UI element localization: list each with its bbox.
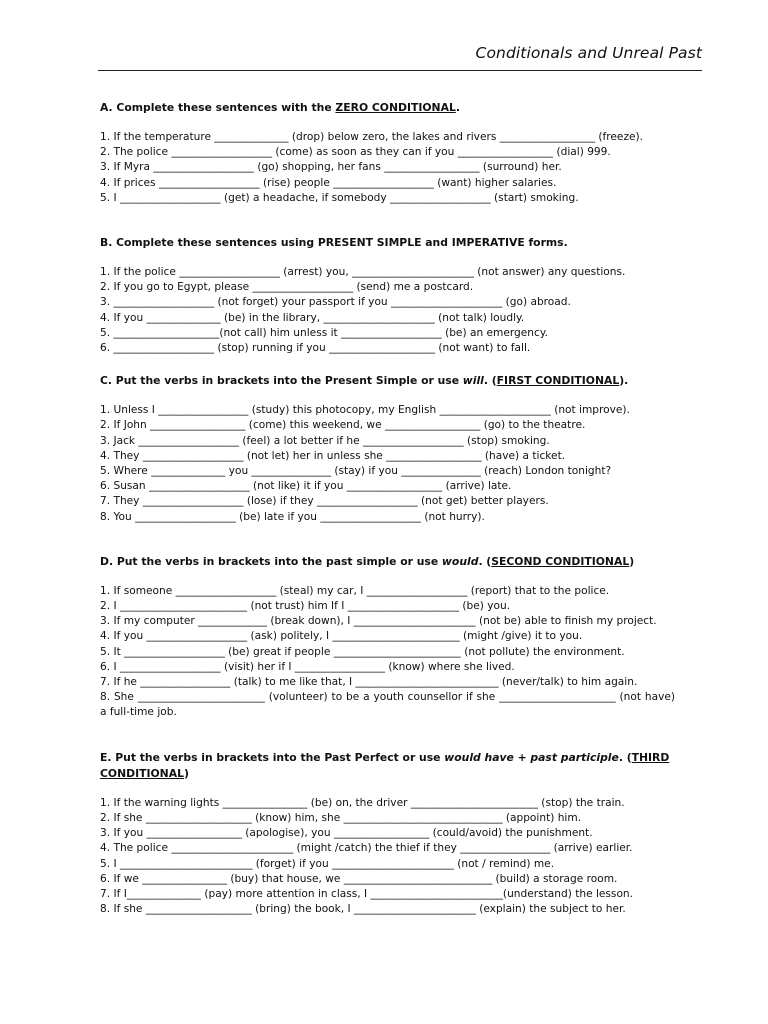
exercise-line: 3. ___________________ (not forget) your passport if you _____________________ (go) abroad. <box>100 296 571 309</box>
exercise-list <box>100 403 675 525</box>
exercise-line: 3. Jack ___________________ (feel) a lot better if he ___________________ (stop) smoking. <box>100 434 550 447</box>
exercise-line: 4. The police _______________________ (might /catch) the thief if they _________________ (arrive) earlier. <box>100 842 633 855</box>
exercise-line: 5. I _________________________ (forget) if you _______________________ (not / remind) me. <box>100 857 555 870</box>
exercise-line: 7. They ___________________ (lose) if they ___________________ (not get) better players. <box>100 495 549 508</box>
exercise-line: 2. If John __________________ (come) this weekend, we __________________ (go) to the theatre. <box>100 419 586 432</box>
exercise-list <box>100 130 675 206</box>
exercise-line: 6. Susan ___________________ (not like) it if you __________________ (arrive) late. <box>100 480 512 493</box>
exercise-line: 1. If someone ___________________ (steal) my car, I ___________________ (report) that to the police. <box>100 584 610 597</box>
exercise-list <box>100 584 675 721</box>
section-heading: E. Put the verbs in brackets into the Past Perfect or use would have + past participle. (THIRD CONDITIONAL) <box>100 750 670 780</box>
exercise-list <box>100 796 675 918</box>
exercise-line: 5. ____________________(not call) him unless it ___________________ (be) an emergency. <box>100 326 548 339</box>
exercise-line: 3. If my computer _____________ (break down), I _______________________ (not be) able to finish my project. <box>100 615 657 628</box>
exercise-line: 5. I ___________________ (get) a headache, if somebody ___________________ (start) smoking. <box>100 191 579 204</box>
exercise-line: 2. If she ____________________ (know) him, she ______________________________ (appoint) him. <box>100 811 582 824</box>
exercise-line: 5. Where ______________ you _______________ (stay) if you _______________ (reach) London tonight? <box>100 465 612 478</box>
page-title: Conditionals and Unreal Past <box>475 44 702 62</box>
exercise-line: 4. They ___________________ (not let) her in unless she __________________ (have) a ticket. <box>100 449 566 462</box>
exercise-line: 3. If you __________________ (apologise), you __________________ (could/avoid) the punishment. <box>100 827 593 840</box>
exercise-line: 1. Unless I _________________ (study) this photocopy, my English _____________________ (not improve). <box>100 404 630 417</box>
worksheet-content <box>100 98 675 917</box>
section-heading: B. Complete these sentences using PRESENT SIMPLE and IMPERATIVE forms. <box>100 236 568 250</box>
exercise-line: 2. The police ___________________ (come) as soon as they can if you __________________ (dial) 999. <box>100 146 611 159</box>
header-divider <box>98 70 702 71</box>
exercise-line: 4. If prices ___________________ (rise) people ___________________ (want) higher salaries. <box>100 176 557 189</box>
exercise-line: 5. It ___________________ (be) great if people ________________________ (not pollute) the environment. <box>100 645 625 658</box>
section-third-conditional <box>100 750 675 918</box>
exercise-line: 6. I ___________________ (visit) her if I _________________ (know) where she lived. <box>100 660 515 673</box>
exercise-line: 8. If she ____________________ (bring) the book, I _______________________ (explain) the subject to her. <box>100 903 626 916</box>
exercise-line: 8. You ___________________ (be) late if you ___________________ (not hurry). <box>100 510 485 523</box>
exercise-line: 6. ___________________ (stop) running if you ____________________ (not want) to fall. <box>100 342 531 355</box>
exercise-line: 6. If we ________________ (buy) that house, we ____________________________ (build) a storage room. <box>100 872 618 885</box>
section-present-imperative <box>100 235 675 356</box>
exercise-line: 1. If the temperature ______________ (drop) below zero, the lakes and rivers __________________ (freeze). <box>100 131 644 143</box>
exercise-line: 4. If you ___________________ (ask) politely, I ________________________ (might /give) it to you. <box>100 630 583 643</box>
exercise-line: 1. If the warning lights ________________ (be) on, the driver ________________________ (stop) the train. <box>100 796 625 809</box>
section-zero-conditional <box>100 100 675 206</box>
exercise-line: 7. If he _________________ (talk) to me like that, I ___________________________ (never/talk) to him again. <box>100 676 638 689</box>
section-heading: C. Put the verbs in brackets into the Present Simple or use will. (FIRST CONDITIONAL). <box>100 374 629 388</box>
section-second-conditional <box>100 554 675 721</box>
exercise-line: 4. If you ______________ (be) in the library, _____________________ (not talk) loudly. <box>100 311 525 324</box>
exercise-line: 8. She ________________________ (volunteer) to be a youth counsellor if she ______________________ (not have) a full-time job. <box>100 691 675 719</box>
exercise-list <box>100 265 675 356</box>
exercise-line: 2. I ________________________ (not trust) him If I _____________________ (be) you. <box>100 600 511 613</box>
section-heading: D. Put the verbs in brackets into the past simple or use would. (SECOND CONDITIONAL) <box>100 554 635 568</box>
exercise-line: 1. If the police ___________________ (arrest) you, _______________________ (not answer) any questions. <box>100 266 626 279</box>
section-first-conditional <box>100 373 675 525</box>
exercise-line: 7. If I______________ (pay) more attention in class, I _________________________(understand) the lesson. <box>100 887 634 900</box>
exercise-line: 3. If Myra ___________________ (go) shopping, her fans __________________ (surround) her. <box>100 161 562 174</box>
section-heading: A. Complete these sentences with the ZERO CONDITIONAL. <box>100 101 460 114</box>
exercise-line: 2. If you go to Egypt, please ___________________ (send) me a postcard. <box>100 281 474 294</box>
